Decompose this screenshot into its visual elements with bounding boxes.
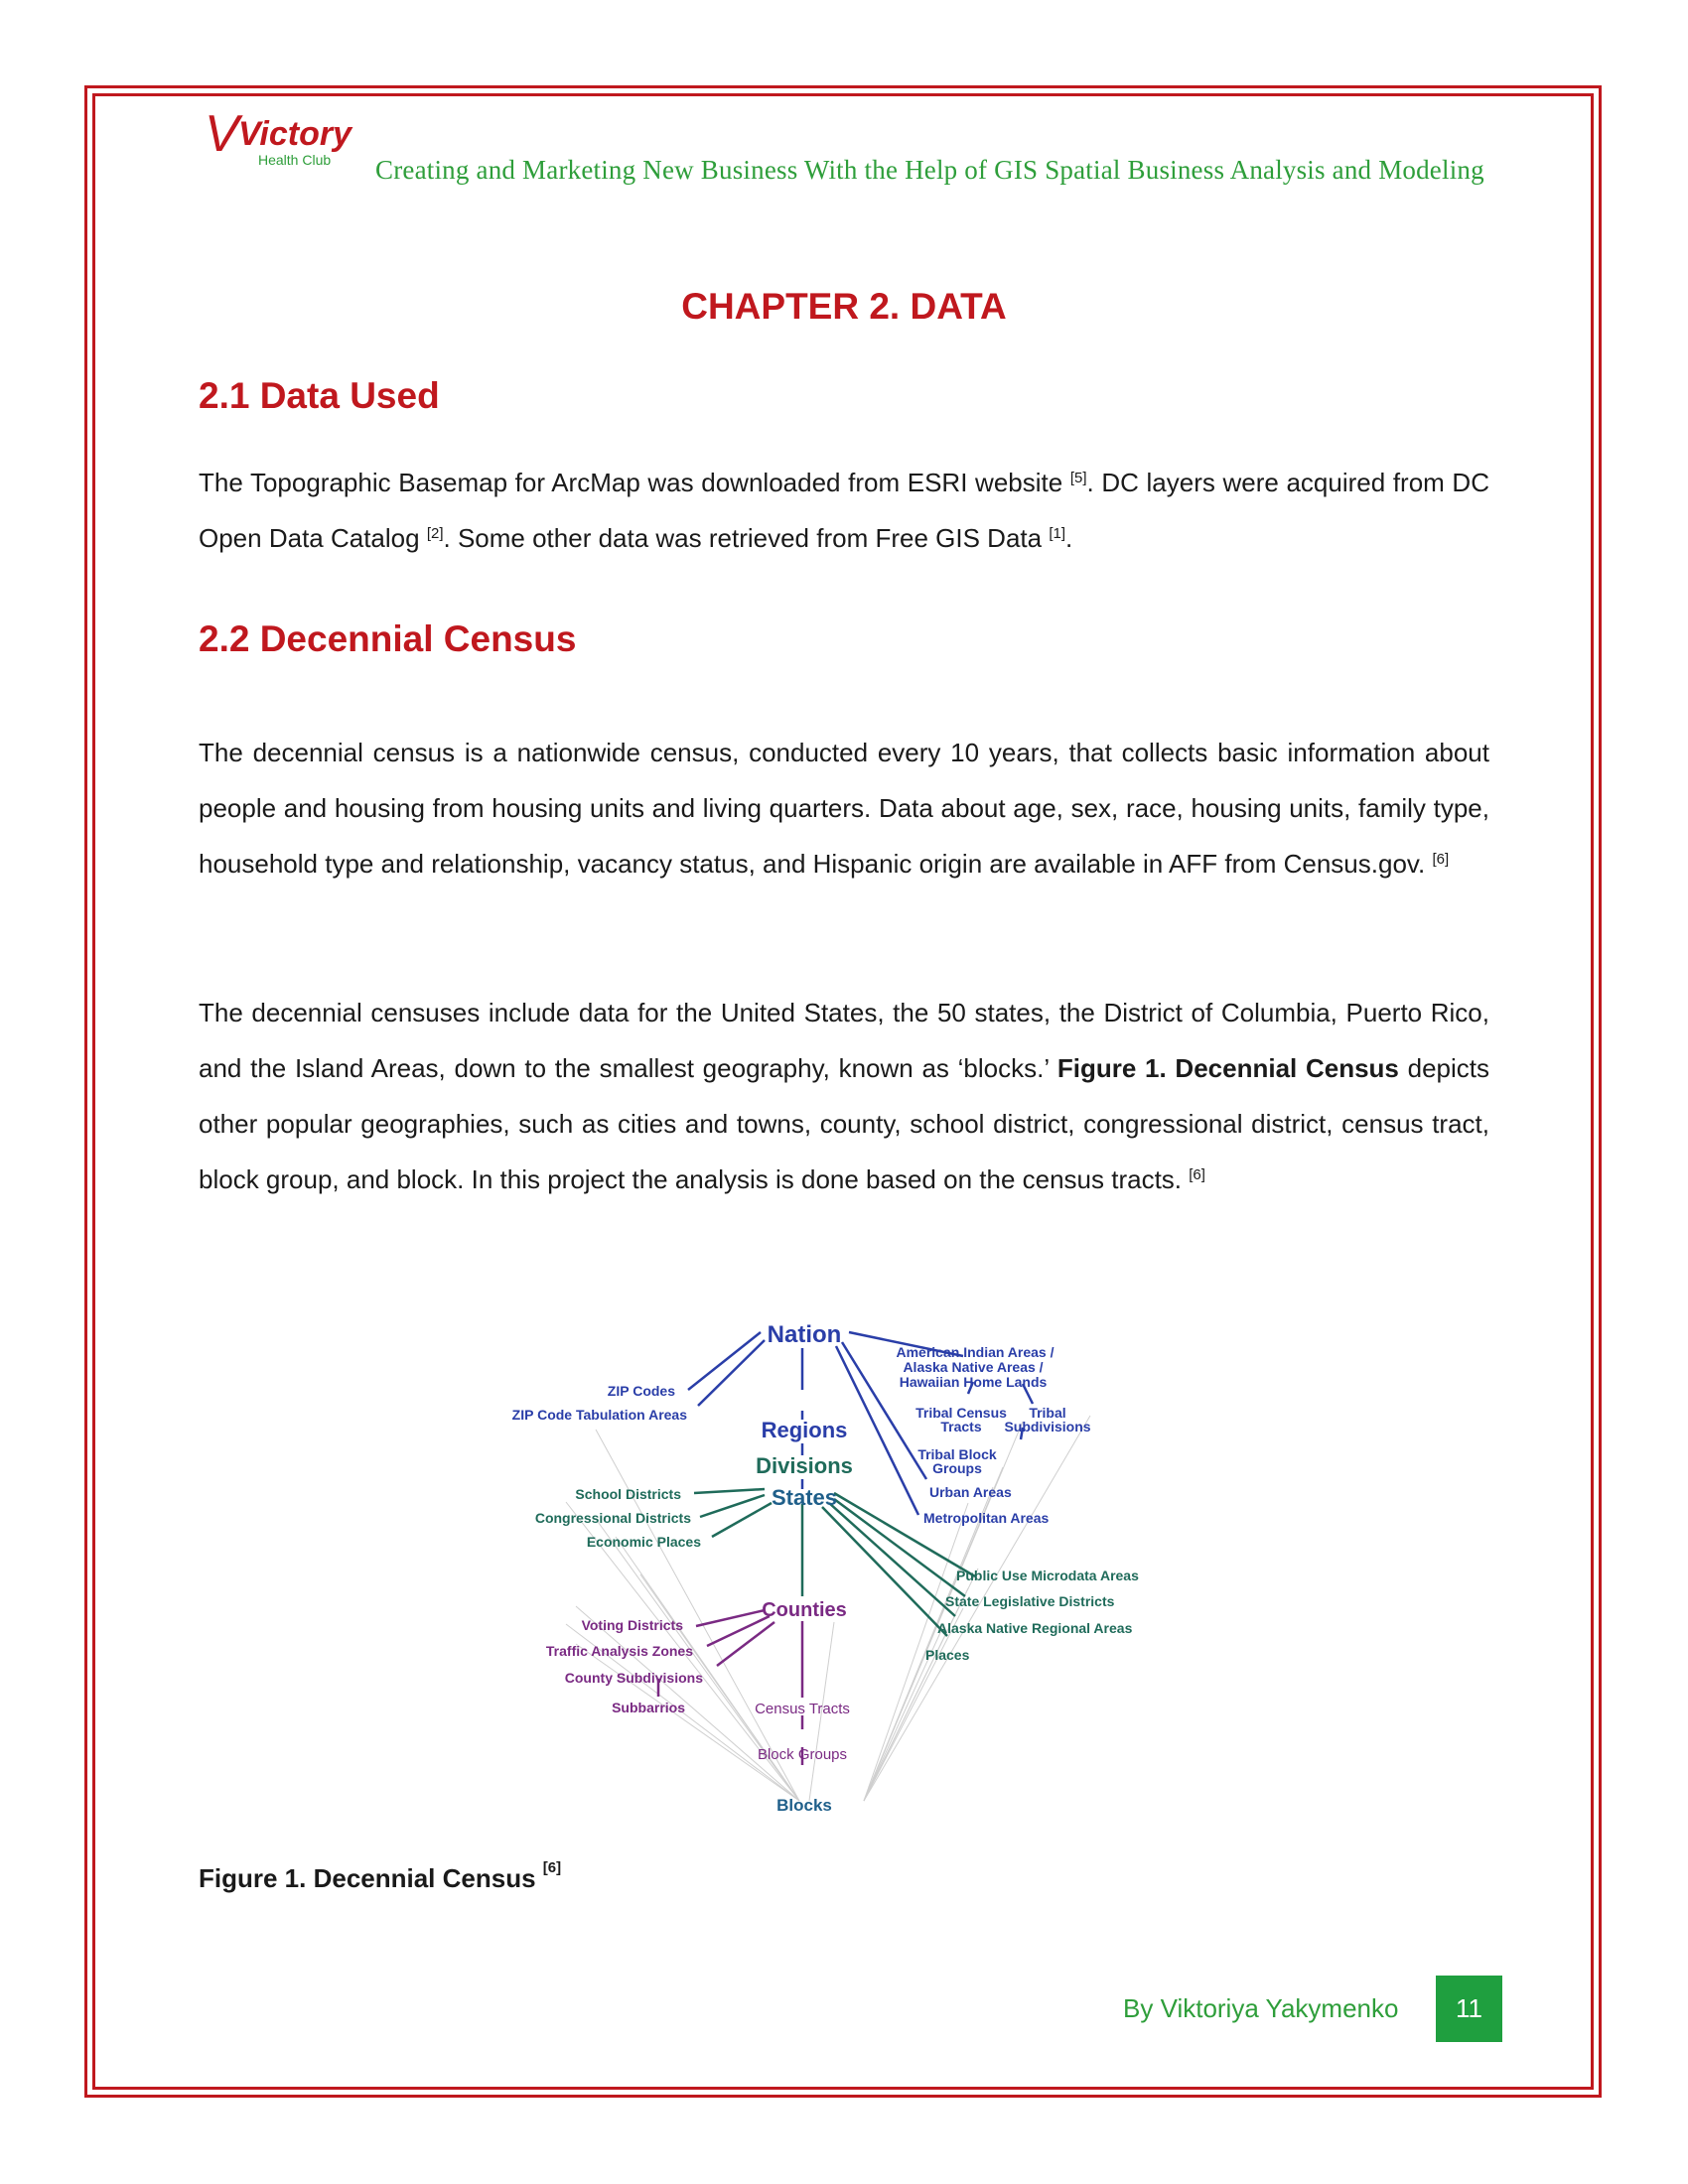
citation-ref: [6] [1432, 851, 1450, 868]
section-heading-decennial-census: 2.2 Decennial Census [199, 618, 577, 659]
node-anra: Alaska Native Regional Areas [937, 1620, 1133, 1636]
node-taz: Traffic Analysis Zones [545, 1643, 693, 1659]
census-geography-hierarchy-diagram [467, 1308, 1221, 1833]
node-block-groups: Block Groups [757, 1746, 848, 1763]
paragraph-decennial-census-2: The decennial censuses include data for the United States, the 50 states, the District of Columbia, Puerto Rico, and the Island Areas, down to the smallest geography, known as ‘blocks.’ Figure 1. Decennial Census depicts other popular geographies, such as cities and towns, county, school district, congressional district, census tract, block group, and block. In this project the analysis is done based on the census tracts. [6] [199, 998, 1489, 1194]
citation-ref: [1] [1049, 525, 1065, 542]
node-tribal-bg-2: Groups [932, 1460, 982, 1476]
logo-initial: V [205, 107, 239, 163]
node-urban-areas: Urban Areas [929, 1484, 1012, 1500]
logo-word: Victory [238, 115, 352, 153]
logo-sub: Health Club [258, 152, 332, 168]
citation-ref: [2] [426, 525, 444, 542]
running-header-title: Creating and Marketing New Business With the Help of GIS Spatial Business Analysis and Modeling [375, 155, 1484, 185]
purple-connector-lines [658, 1610, 802, 1765]
node-pumas: Public Use Microdata Areas [956, 1568, 1139, 1583]
node-aian-3: Hawaiian Home Lands [899, 1374, 1048, 1390]
node-metro-areas: Metropolitan Areas [923, 1510, 1050, 1526]
node-blocks: Blocks [776, 1796, 832, 1815]
paragraph-data-used: The Topographic Basemap for ArcMap was downloaded from ESRI website [5]. DC layers were acquired from DC Open Data Catalog [2]. Some other data was retrieved from Free GIS Data [1]. [199, 468, 1489, 553]
node-zip-codes: ZIP Codes [607, 1383, 675, 1399]
node-state-legislative: State Legislative Districts [945, 1593, 1115, 1609]
node-counties: Counties [762, 1599, 847, 1621]
node-states: States [771, 1485, 838, 1510]
node-voting-districts: Voting Districts [581, 1617, 683, 1633]
node-county-subdivisions: County Subdivisions [564, 1670, 703, 1686]
node-zcta: ZIP Code Tabulation Areas [511, 1407, 687, 1423]
node-school-districts: School Districts [575, 1486, 681, 1502]
section-heading-data-used: 2.1 Data Used [199, 375, 440, 416]
node-tribal-sub-2: Subdivisions [1004, 1419, 1091, 1434]
node-aian-2: Alaska Native Areas / [903, 1359, 1044, 1375]
figure-caption: Figure 1. Decennial Census [6] [199, 1859, 562, 1893]
node-tribal-bg-1: Tribal Block [917, 1446, 997, 1462]
node-aian-1: American Indian Areas / [896, 1344, 1055, 1360]
footer-author: By Viktoriya Yakymenko [1123, 1993, 1399, 2023]
node-tribal-tracts-1: Tribal Census [915, 1405, 1007, 1421]
node-economic-places: Economic Places [586, 1534, 701, 1550]
figure-reference: Figure 1. Decennial Census [1056, 1053, 1399, 1083]
citation-ref: [6] [542, 1859, 562, 1876]
page-number-badge: 11 [1436, 1976, 1502, 2042]
node-congressional-districts: Congressional Districts [534, 1510, 691, 1526]
node-regions: Regions [761, 1418, 848, 1442]
node-subbarrios: Subbarrios [612, 1700, 685, 1715]
node-tribal-sub-1: Tribal [1029, 1405, 1066, 1421]
chapter-title: CHAPTER 2. DATA [681, 286, 1007, 327]
citation-ref: [6] [1189, 1166, 1205, 1183]
node-places: Places [925, 1647, 970, 1663]
node-census-tracts: Census Tracts [755, 1701, 850, 1717]
node-nation: Nation [767, 1321, 842, 1348]
citation-ref: [5] [1069, 470, 1087, 486]
paragraph-decennial-census-1: The decennial census is a nationwide census, conducted every 10 years, that collects basic information about people and housing from housing units and living quarters. Data about age, sex, race, housing units, family type, household type and relationship, vacancy status, and Hispanic origin are available in AFF from Census.gov. [6] [199, 738, 1489, 879]
victory-logo [199, 107, 372, 187]
node-tribal-tracts-2: Tracts [940, 1419, 982, 1434]
node-divisions: Divisions [756, 1453, 853, 1478]
